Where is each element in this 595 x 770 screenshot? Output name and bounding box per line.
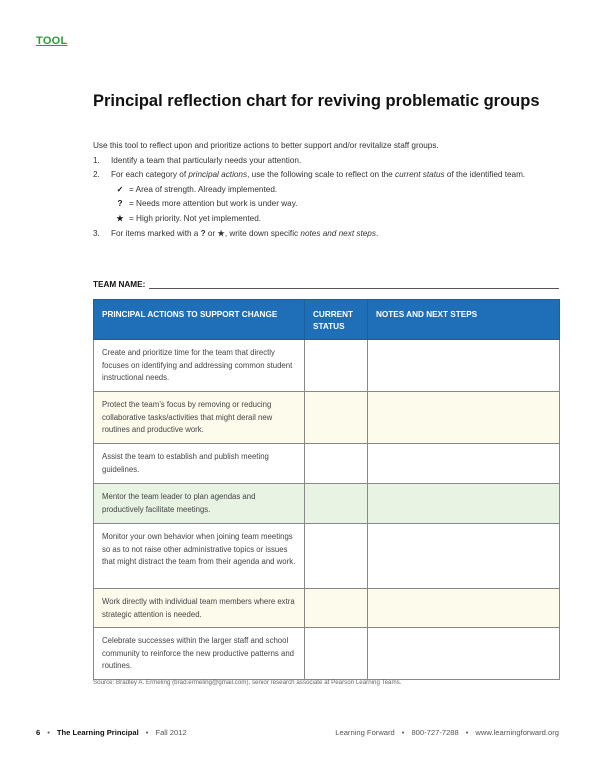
step-text: For each category of principal actions, use the following scale to reflect on the current status of the identified team. bbox=[111, 170, 526, 180]
separator: • bbox=[47, 728, 50, 737]
step-text: For items marked with a ? or ★, write down specific notes and next steps. bbox=[111, 228, 379, 238]
action-cell: Monitor your own behavior when joining team meetings so as to not raise other administrative topics or issues that might distract the team from their agenda and work. bbox=[94, 524, 305, 589]
notes-cell[interactable] bbox=[368, 628, 560, 680]
step-number: 2. bbox=[93, 170, 100, 180]
page-number: 6 bbox=[36, 728, 41, 737]
action-cell: Celebrate successes within the larger staff and school community to reinforce the new productive patterns and routines. bbox=[94, 628, 305, 680]
status-cell[interactable] bbox=[305, 589, 368, 628]
status-cell[interactable] bbox=[305, 628, 368, 680]
website-link[interactable]: www.learningforward.org bbox=[475, 728, 559, 737]
issue-date: Fall 2012 bbox=[155, 728, 187, 737]
question-mark-icon: ? bbox=[117, 199, 123, 209]
notes-cell[interactable] bbox=[368, 444, 560, 484]
table-row bbox=[94, 340, 560, 392]
separator: • bbox=[465, 728, 469, 737]
scale-priority bbox=[93, 212, 563, 227]
column-header-status: CURRENT STATUS bbox=[305, 300, 368, 340]
action-cell: Protect the team’s focus by removing or reducing collaborative tasks/activities that might derail new routines and productive work. bbox=[94, 392, 305, 444]
table-row bbox=[94, 484, 560, 524]
step-number: 3. bbox=[93, 228, 100, 238]
instructions-lead: Use this tool to reflect upon and prioritize actions to better support and/or revitalize staff groups. bbox=[93, 141, 439, 150]
action-cell: Work directly with individual team members where extra strategic attention is needed. bbox=[94, 589, 305, 628]
notes-cell[interactable] bbox=[368, 484, 560, 524]
status-cell[interactable] bbox=[305, 444, 368, 484]
status-cell[interactable] bbox=[305, 340, 368, 392]
table-header-row bbox=[94, 300, 560, 340]
table-row bbox=[94, 628, 560, 680]
scale-text: = Needs more attention but work is under way. bbox=[129, 199, 298, 209]
team-name-label: TEAM NAME: bbox=[93, 280, 146, 289]
notes-cell[interactable] bbox=[368, 524, 560, 589]
table-row bbox=[94, 524, 560, 589]
notes-cell[interactable] bbox=[368, 589, 560, 628]
notes-cell[interactable] bbox=[368, 340, 560, 392]
instruction-step-3 bbox=[93, 227, 563, 242]
status-cell[interactable] bbox=[305, 524, 368, 589]
reflection-chart bbox=[93, 299, 560, 680]
status-cell[interactable] bbox=[305, 484, 368, 524]
check-icon: ✓ bbox=[116, 184, 124, 194]
action-cell: Create and prioritize time for the team that directly focuses on identifying and addressing common student instructional needs. bbox=[94, 340, 305, 392]
status-cell[interactable] bbox=[305, 392, 368, 444]
instructions bbox=[93, 139, 563, 241]
table-row bbox=[94, 444, 560, 484]
notes-cell[interactable] bbox=[368, 392, 560, 444]
action-cell: Mentor the team leader to plan agendas and productively facilitate meetings. bbox=[94, 484, 305, 524]
phone-number: 800-727-7288 bbox=[411, 728, 459, 737]
column-header-actions: PRINCIPAL ACTIONS TO SUPPORT CHANGE bbox=[94, 300, 305, 340]
scale-text: = Area of strength. Already implemented. bbox=[129, 184, 278, 194]
scale-text: = High priority. Not yet implemented. bbox=[129, 213, 262, 223]
step-number: 1. bbox=[93, 155, 100, 165]
scale-strength bbox=[93, 183, 563, 198]
separator: • bbox=[145, 728, 149, 737]
separator: • bbox=[401, 728, 405, 737]
team-name-input-line[interactable] bbox=[149, 280, 559, 289]
source-note: Source: Bradley A. Ermeling (brad.ermeling@gmail.com), senior research associate at Pearson Learning Teams. bbox=[93, 679, 402, 686]
instruction-step-1 bbox=[93, 154, 563, 169]
tool-tag: TOOL bbox=[36, 35, 68, 47]
publication-name: The Learning Principal bbox=[56, 728, 139, 737]
scale-attention bbox=[93, 197, 563, 212]
star-icon: ★ bbox=[116, 213, 124, 223]
page-footer bbox=[36, 728, 559, 737]
step-text: Identify a team that particularly needs your attention. bbox=[111, 155, 302, 165]
table-row bbox=[94, 589, 560, 628]
page-title: Principal reflection chart for reviving problematic groups bbox=[93, 92, 540, 110]
instruction-step-2 bbox=[93, 168, 563, 183]
team-name-field[interactable] bbox=[93, 280, 559, 289]
organization-name: Learning Forward bbox=[335, 728, 395, 737]
table-row bbox=[94, 392, 560, 444]
action-cell: Assist the team to establish and publish meeting guidelines. bbox=[94, 444, 305, 484]
column-header-notes: NOTES AND NEXT STEPS bbox=[368, 300, 560, 340]
